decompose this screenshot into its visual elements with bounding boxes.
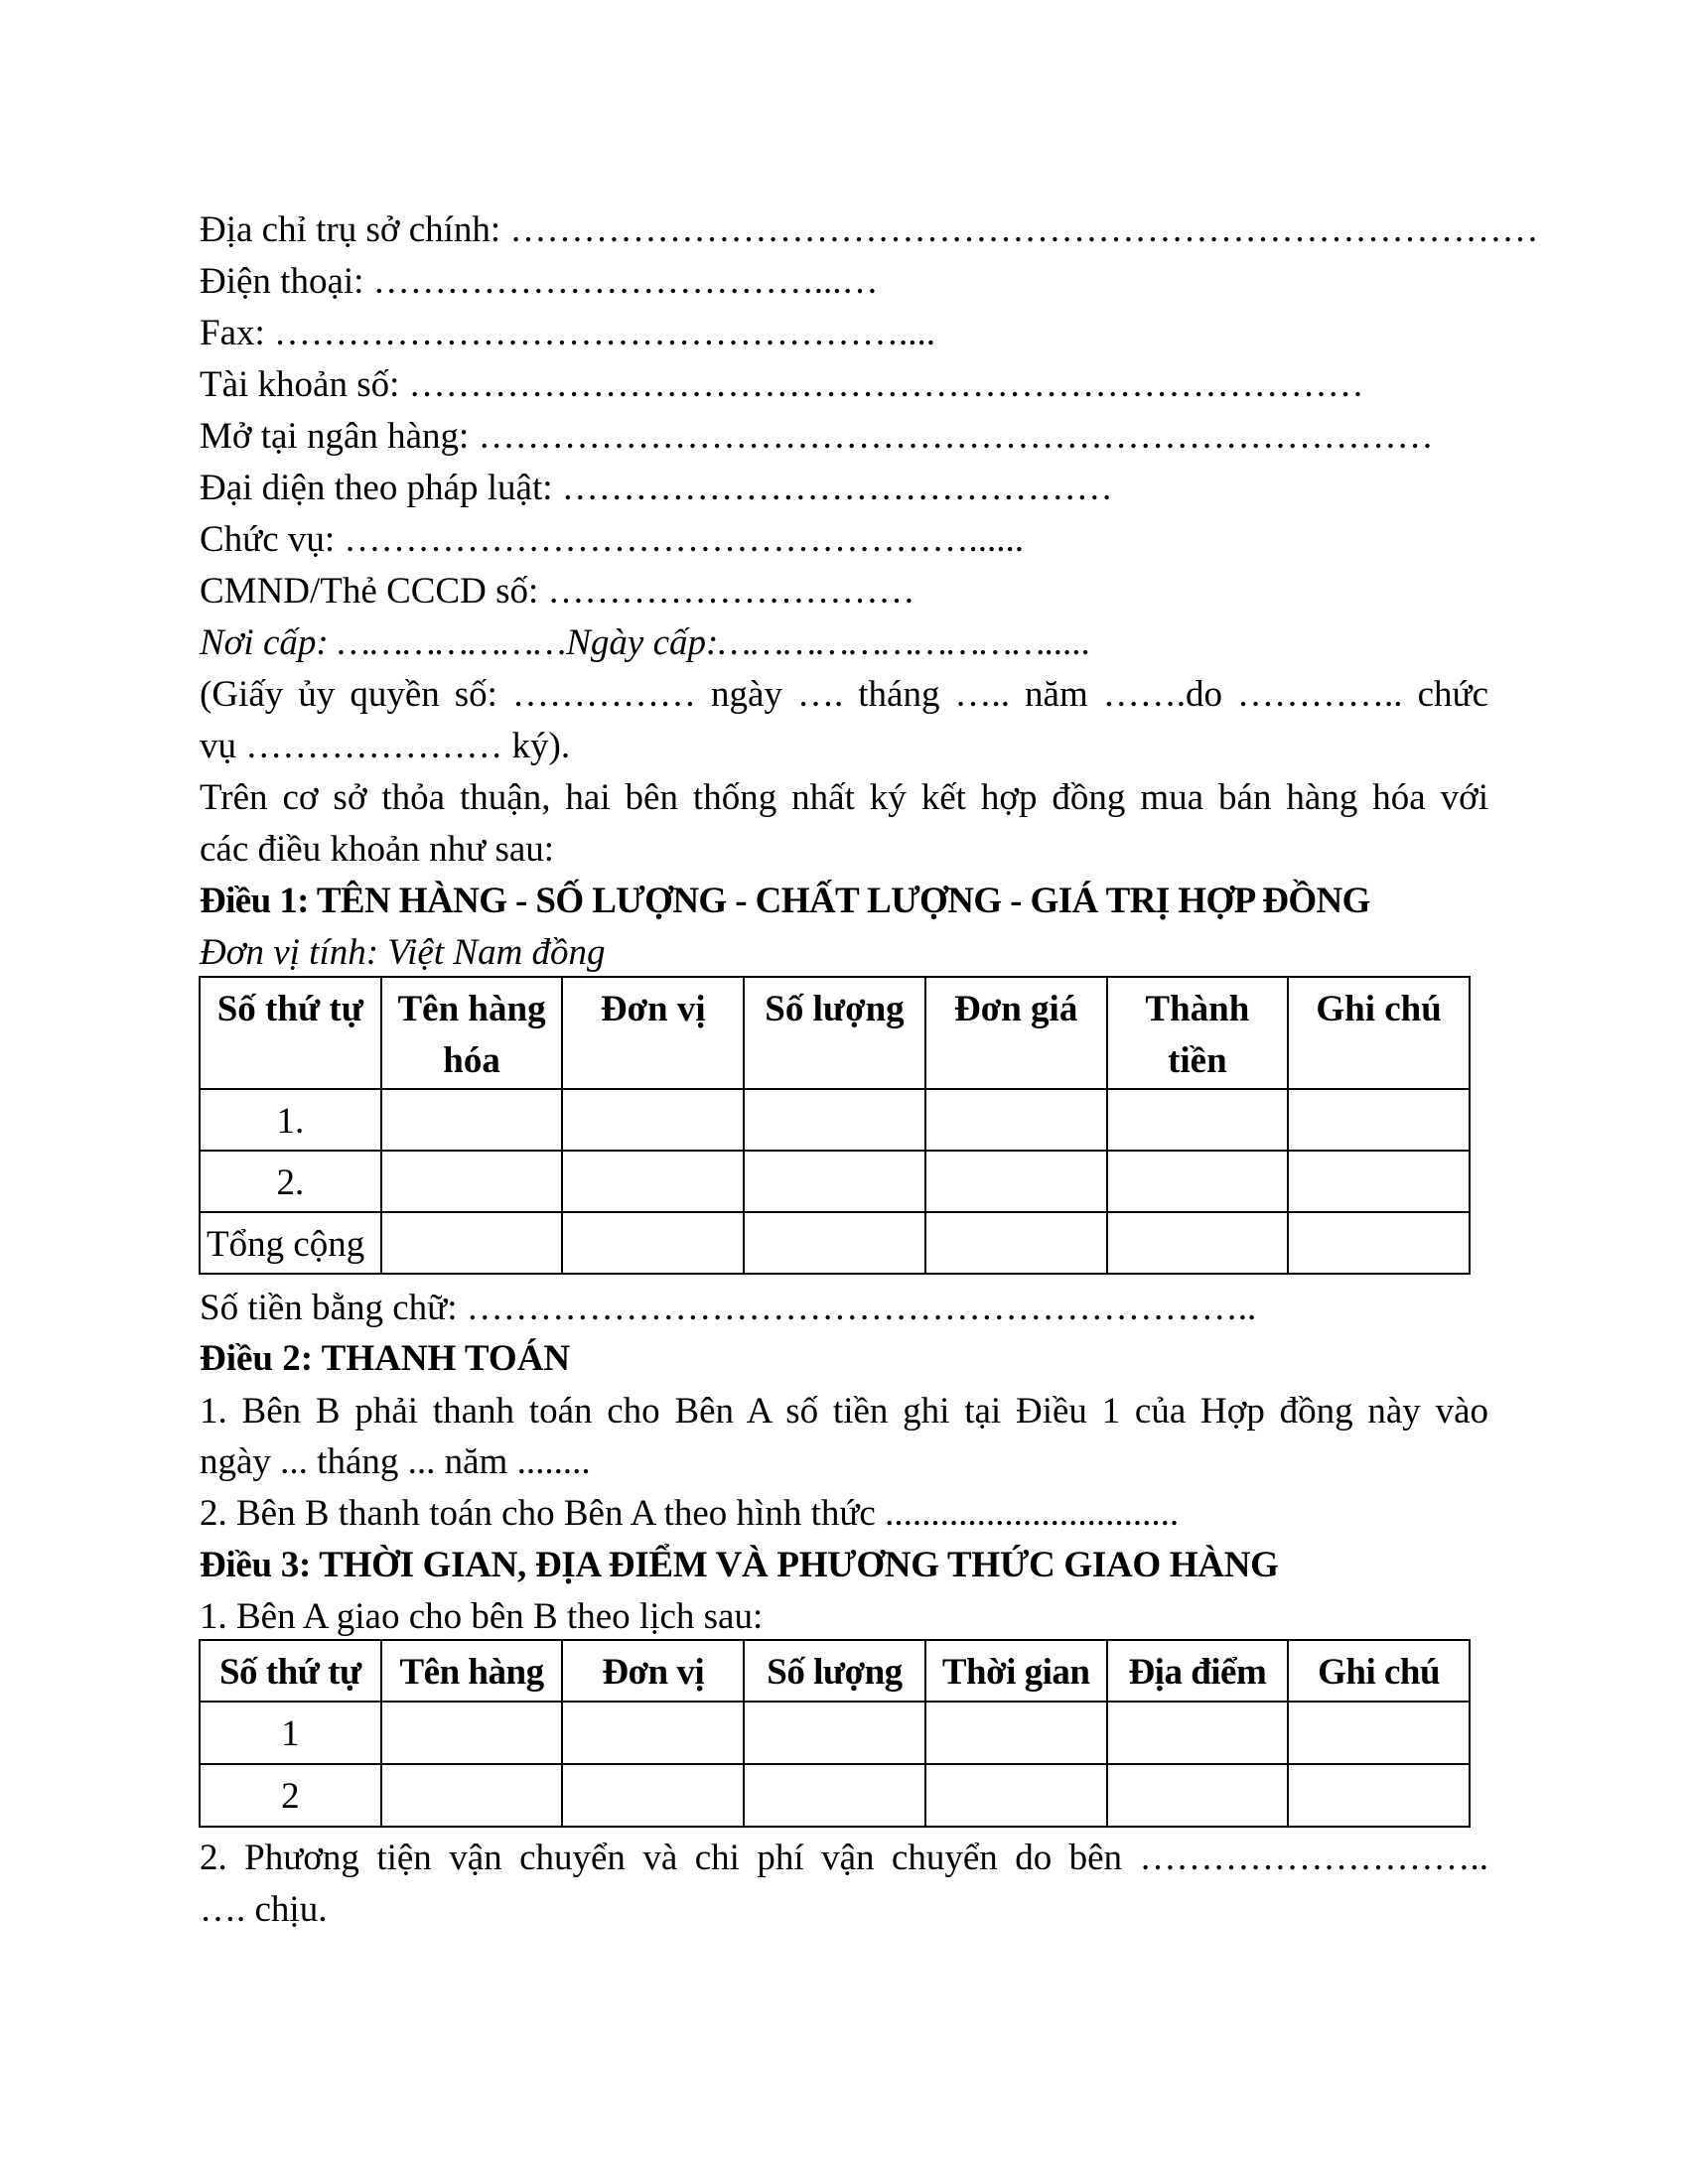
article-3-item-1: 1. Bên A giao cho bên B theo lịch sau:	[200, 1596, 764, 1637]
field-blank: …………………………………………………………………………	[500, 209, 1539, 250]
issue-place-blank: …………………	[328, 622, 567, 663]
issue-date-blank: ………………………….....	[718, 622, 1091, 663]
cell[interactable]	[381, 1764, 563, 1827]
header-no: Số thứ tự	[200, 977, 381, 1089]
field-position	[200, 514, 1488, 566]
cell[interactable]	[925, 1764, 1107, 1827]
field-label: Điện thoại:	[200, 261, 364, 302]
field-blank: ……………………………………………......	[335, 519, 1024, 560]
header-quantity: Số lượng	[744, 977, 925, 1089]
cell[interactable]	[562, 1089, 744, 1151]
cell[interactable]	[1107, 1212, 1289, 1274]
field-blank: ……………………………………………....	[264, 313, 936, 353]
field-label: Chức vụ:	[200, 519, 336, 560]
table-header-row	[200, 1640, 1470, 1702]
article-2-item-1-line-1: 1. Bên B phải thanh toán cho Bên A số tiền ghi tại Điều 1 của Hợp đồng này vào	[200, 1391, 1488, 1432]
table-header-row	[200, 977, 1470, 1089]
field-label: Mở tại ngân hàng:	[200, 416, 470, 457]
cell[interactable]	[925, 1212, 1107, 1274]
field-label: Tài khoản số:	[200, 364, 400, 405]
field-label: Đại diện theo pháp luật:	[200, 468, 553, 508]
table-row	[200, 1151, 1470, 1212]
header-goods-name: Tên hàng hóa	[381, 977, 563, 1089]
field-blank: ……………………………………………………………………	[399, 364, 1364, 405]
cell-no: 1	[200, 1702, 381, 1764]
cell-no: 2	[200, 1764, 381, 1827]
cell[interactable]	[1288, 1764, 1470, 1827]
cell[interactable]	[381, 1089, 563, 1151]
cell-no: 2.	[200, 1151, 381, 1212]
cell[interactable]	[562, 1212, 744, 1274]
field-blank: ……………………………………………………………………	[469, 416, 1434, 457]
cell[interactable]	[925, 1151, 1107, 1212]
header-no: Số thứ tự	[200, 1640, 381, 1702]
cell[interactable]	[925, 1089, 1107, 1151]
article-1-heading: Điều 1: TÊN HÀNG - SỐ LƯỢNG - CHẤT LƯỢNG - GIÁ TRỊ HỢP ĐỒNG	[200, 881, 1370, 921]
authorization-line-2: vụ ………………… ký).	[200, 726, 571, 766]
header-time: Thời gian	[925, 1640, 1107, 1702]
field-label: Địa chỉ trụ sở chính:	[200, 209, 501, 250]
cell[interactable]	[925, 1702, 1107, 1764]
field-label: CMND/Thẻ CCCD số:	[200, 571, 539, 612]
table-total-row	[200, 1212, 1470, 1274]
field-blank: ………………………………………	[552, 468, 1113, 508]
header-unit: Đơn vị	[562, 1640, 744, 1702]
cell[interactable]	[1288, 1151, 1470, 1212]
intro-line-1: Trên cơ sở thỏa thuận, hai bên thống nhất ký kết hợp đồng mua bán hàng hóa với	[200, 777, 1488, 818]
cell[interactable]	[381, 1151, 563, 1212]
cell[interactable]	[562, 1151, 744, 1212]
table-row	[200, 1089, 1470, 1151]
intro-line-2: các điều khoản như sau:	[200, 829, 555, 870]
cell[interactable]	[1107, 1089, 1289, 1151]
field-legal-representative	[200, 463, 1488, 514]
header-amount: Thành tiền	[1107, 977, 1289, 1089]
cell[interactable]	[562, 1702, 744, 1764]
article-3-heading: Điều 3: THỜI GIAN, ĐỊA ĐIỂM VÀ PHƯƠNG THỨC GIAO HÀNG	[200, 1545, 1279, 1585]
article-2-heading: Điều 2: THANH TOÁN	[200, 1338, 571, 1379]
field-blank: ………………………………...…	[363, 261, 879, 302]
header-location: Địa điểm	[1107, 1640, 1289, 1702]
article-3-item-2-line-2: …. chịu.	[200, 1889, 328, 1930]
cell[interactable]	[1107, 1764, 1289, 1827]
field-bank	[200, 411, 1488, 463]
article-2-item-2: 2. Bên B thanh toán cho Bên A theo hình thức ................................	[200, 1493, 1180, 1534]
header-quantity: Số lượng	[744, 1640, 925, 1702]
field-label: Fax:	[200, 313, 265, 353]
cell[interactable]	[744, 1702, 925, 1764]
field-id-number	[200, 566, 1488, 617]
amount-in-words: Số tiền bằng chữ: ………………………………………………………..	[200, 1288, 1257, 1328]
cell[interactable]	[1107, 1702, 1289, 1764]
article-3-item-2-line-1: 2. Phương tiện vận chuyển và chi phí vận chuyển do bên ………………………..	[200, 1838, 1488, 1878]
field-head-office-address	[200, 205, 1539, 256]
header-goods-name: Tên hàng	[381, 1640, 563, 1702]
cell[interactable]	[744, 1764, 925, 1827]
table-row	[200, 1764, 1470, 1827]
cell[interactable]	[744, 1212, 925, 1274]
cell[interactable]	[1107, 1151, 1289, 1212]
header-unit-price: Đơn giá	[925, 977, 1107, 1089]
cell-no: 1.	[200, 1089, 381, 1151]
authorization-line-1: (Giấy ủy quyền số: …………… ngày …. tháng ….. năm …….do ………….. chức	[200, 674, 1488, 715]
cell[interactable]	[381, 1702, 563, 1764]
cell[interactable]	[1288, 1089, 1470, 1151]
field-fax	[200, 308, 1488, 359]
cell-total-label: Tổng cộng	[200, 1212, 381, 1274]
issue-place-label: Nơi cấp:	[200, 622, 329, 663]
unit-note: Đơn vị tính: Việt Nam đồng	[200, 932, 606, 973]
cell[interactable]	[562, 1764, 744, 1827]
cell[interactable]	[744, 1089, 925, 1151]
header-note: Ghi chú	[1288, 977, 1470, 1089]
field-issue-place-date	[200, 617, 1488, 669]
table-row	[200, 1702, 1470, 1764]
article-2-item-1-line-2: ngày ... tháng ... năm ........	[200, 1441, 591, 1482]
field-blank: …………………………	[538, 571, 915, 612]
cell[interactable]	[1288, 1212, 1470, 1274]
delivery-schedule-table	[199, 1639, 1471, 1828]
header-unit: Đơn vị	[562, 977, 744, 1089]
header-note: Ghi chú	[1288, 1640, 1470, 1702]
field-account-number	[200, 359, 1488, 411]
field-phone	[200, 256, 1488, 308]
goods-value-table	[199, 976, 1471, 1275]
cell[interactable]	[1288, 1702, 1470, 1764]
issue-date-label: Ngày cấp:	[566, 622, 719, 663]
cell[interactable]	[381, 1212, 563, 1274]
cell[interactable]	[744, 1151, 925, 1212]
